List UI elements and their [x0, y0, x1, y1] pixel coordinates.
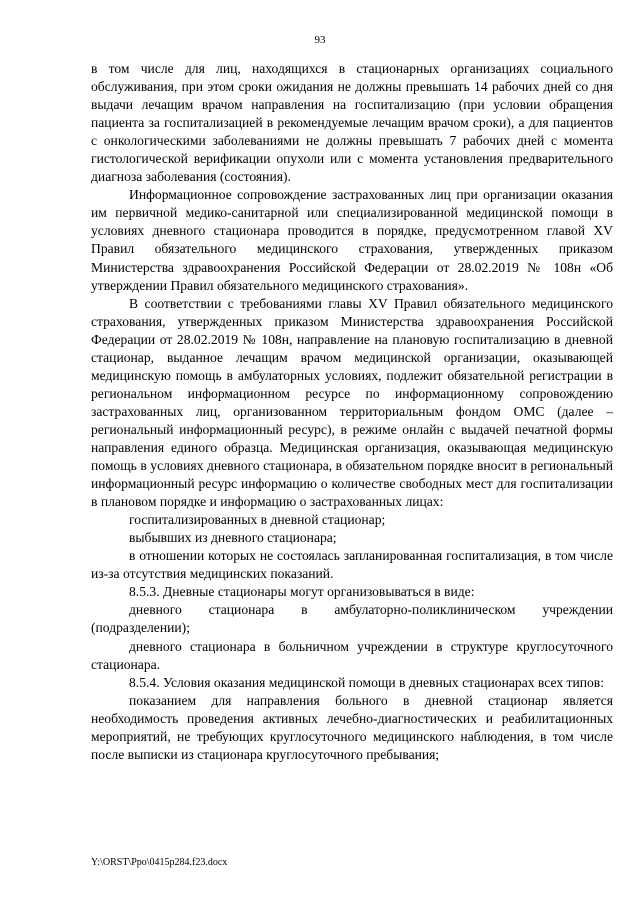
document-body — [91, 60, 613, 764]
paragraph: В соответствии с требованиями главы XV Правил обязательного медицинского страхования, утвержденных приказом Министерства здравоохранения Российской Федерации от 28.02.2019 № 108н, направление на плановую госпитализацию в дневной стационар, выданное лечащим врачом медицинской организации, оказывающей медицинскую помощь в амбулаторных условиях, подлежит обязательной регистрации в региональном информационном ресурсе по информационному сопровождению застрахованных лиц, организованном территориальным фондом ОМС (далее – региональный информационный ресурс), в режиме онлайн с выдачей печатной формы направления единого образца. Медицинская организация, оказывающая медицинскую помощь в условиях дневного стационара, в обязательном порядке вносит в региональный информационный ресурс информацию о количестве свободных мест для госпитализации в плановом порядке и информацию о застрахованных лицах: — [91, 295, 613, 510]
list-item: выбывших из дневного стационара; — [129, 530, 337, 546]
list-item: в отношении которых не состоялась запланированная госпитализация, в том числе из-за отсутствия медицинских показаний. — [91, 548, 613, 582]
paragraph: в том числе для лиц, находящихся в стационарных организациях социального обслуживания, при этом сроки ожидания не должны превышать 14 рабочих дней со дня выдачи лечащим врачом направления на госпитализацию (при условии обращения пациента за госпитализацией в рекомендуемые лечащим врачом сроки), а для пациентов с онкологическими заболеваниями не должны превышать 7 рабочих дней с момента гистологической верификации опухоли или с момента установления предварительного диагноза заболевания (состояния). — [91, 61, 613, 185]
footer-file-path: Y:\ORST\Ppo\0415p284.f23.docx — [91, 857, 228, 868]
paragraph: Информационное сопровождение застрахованных лиц при организации оказания им первичной медико-санитарной или специализированной медицинской помощи в условиях дневного стационара проводится в порядке, предусмотренном главой XV Правил обязательного медицинского страхования, утвержденных приказом Министерства здравоохранения Российской Федерации от 28.02.2019 № 108н «Об утверждении Правил обязательного медицинского страхования». — [91, 187, 613, 293]
section-heading: 8.5.4. Условия оказания медицинской помощи в дневных стационарах всех типов: — [129, 674, 604, 690]
page-number: 93 — [314, 34, 326, 46]
paragraph: показанием для направления больного в дневной стационар является необходимость проведения активных лечебно-диагностических и реабилитационных мероприятий, не требующих круглосуточного медицинского наблюдения, в том числе после выписки из стационара круглосуточного пребывания; — [91, 692, 613, 762]
section-heading: 8.5.3. Дневные стационары могут организовываться в виде: — [129, 584, 475, 600]
list-item: дневного стационара в больничном учреждении в структуре круглосуточного стационара. — [91, 638, 613, 672]
list-item: госпитализированных в дневной стационар; — [129, 512, 386, 528]
list-item: дневного стационара в амбулаторно-поликлиническом учреждении (подразделении); — [91, 602, 613, 636]
